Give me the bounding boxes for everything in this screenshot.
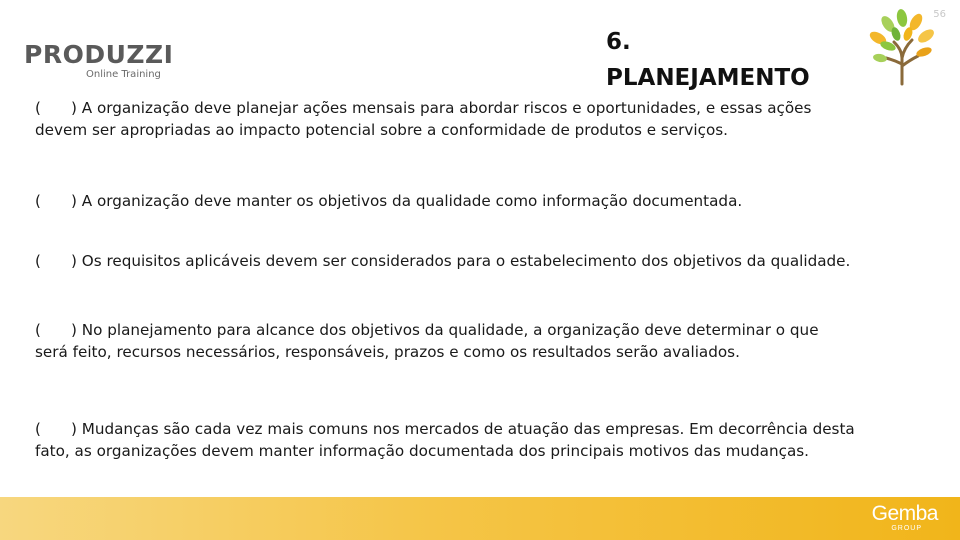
statement-text: ) Os requisitos aplicáveis devem ser considerados para o estabelecimento dos objetivos da qualidade.: [71, 252, 851, 270]
produzzi-logo: [24, 42, 173, 80]
answer-blank: (: [35, 252, 41, 270]
footer-bar: [0, 497, 960, 540]
list-item: [35, 97, 855, 141]
list-item: [35, 319, 855, 363]
page-title-number: 6.: [606, 29, 631, 55]
produzzi-logo-subtitle: Online Training: [86, 69, 161, 80]
list-item: [35, 250, 850, 272]
gemba-logo-text: Gemba: [871, 502, 938, 525]
gemba-logo-subtitle: GROUP: [891, 525, 922, 532]
list-item: [35, 190, 742, 212]
statement-text: ) A organização deve planejar ações mensais para abordar riscos e oportunidades, e essas ações devem ser apropriadas ao impacto potencial sobre a conformidade de produtos e serviços.: [35, 99, 812, 139]
page-title: [606, 24, 846, 96]
statement-text: ) A organização deve manter os objetivos da qualidade como informação documentada.: [71, 192, 743, 210]
produzzi-logo-text: PRODUZZI: [24, 40, 174, 69]
answer-blank: (: [35, 192, 41, 210]
answer-blank: (: [35, 99, 41, 117]
slide-number: 56: [933, 9, 946, 20]
answer-blank: (: [35, 420, 41, 438]
list-item: [35, 418, 855, 462]
answer-blank: (: [35, 321, 41, 339]
statement-text: ) No planejamento para alcance dos objetivos da qualidade, a organização deve determinar o que será feito, recursos necessários, responsáveis, prazos e como os resultados serão avaliados.: [35, 321, 819, 361]
statement-text: ) Mudanças são cada vez mais comuns nos mercados de atuação das empresas. Em decorrência desta fato, as organizações devem manter informação documentada dos principais motivos das mudanças.: [35, 420, 855, 460]
page-title-text: PLANEJAMENTO: [606, 65, 810, 91]
gemba-logo: [872, 503, 938, 532]
tree-logo-icon: [864, 6, 944, 86]
